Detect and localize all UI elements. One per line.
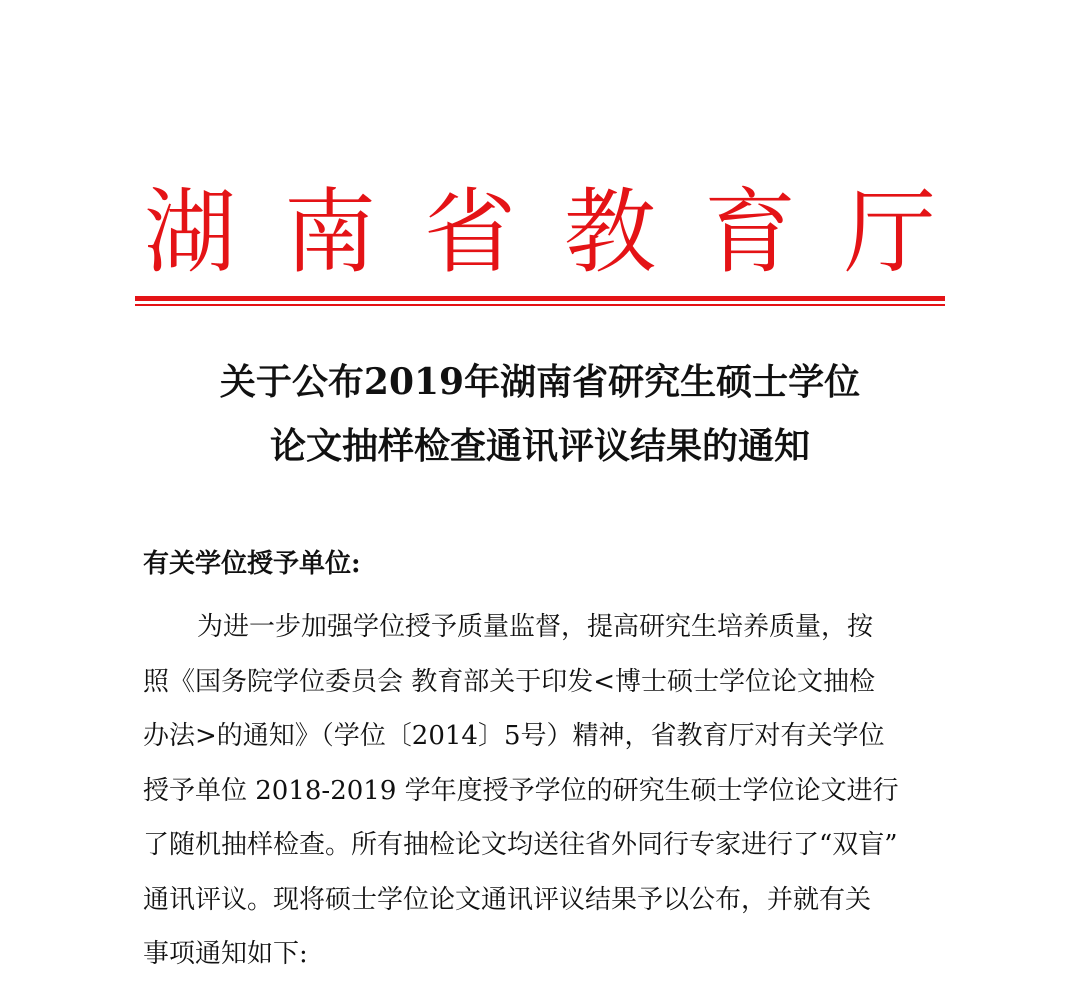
header-char: 湖 <box>143 179 236 286</box>
body-line: 照《国务院学位委员会 教育部关于印发<博士硕士学位论文抽检 <box>143 666 876 697</box>
body-line: 办法>的通知》（学位〔2014〕5号）精神，省教育厅对有关学位 <box>143 721 885 751</box>
header-char: 育 <box>703 179 796 286</box>
issuing-authority-header <box>135 178 945 288</box>
salutation: 有关学位授予单位: <box>143 549 361 579</box>
header-char: 教 <box>563 179 656 286</box>
body-line: 通讯评议。现将硕士学位论文通讯评议结果予以公布，并就有关 <box>143 884 872 915</box>
body-line: 授予单位 2018-2019 学年度授予学位的研究生硕士学位论文进行 <box>143 775 899 806</box>
notice-title-line-2: 论文抽样检查通讯评议结果的通知 <box>269 425 810 467</box>
header-char: 省 <box>423 179 516 286</box>
body-line: 事项通知如下: <box>143 939 308 969</box>
header-char: 厅 <box>843 179 936 286</box>
red-divider <box>135 296 945 306</box>
body-paragraph <box>143 600 943 982</box>
body-line: 为进一步加强学位授予质量监督，提高研究生培养质量，按 <box>197 612 874 642</box>
body-line: 了随机抽样检查。所有抽检论文均送往省外同行专家进行了“双盲” <box>143 830 898 860</box>
notice-title-line-1: 关于公布2019年湖南省研究生硕士学位 <box>219 361 861 403</box>
red-divider-thin <box>135 304 945 306</box>
red-divider-thick <box>135 296 945 301</box>
header-char: 南 <box>283 179 376 286</box>
